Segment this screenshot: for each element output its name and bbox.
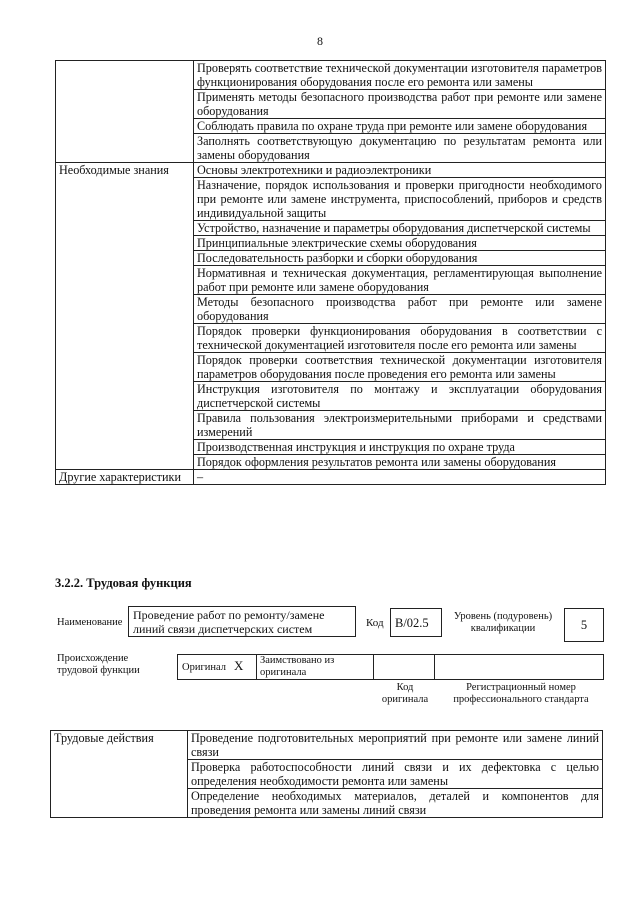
name-label: Наименование (57, 617, 123, 628)
knowledge-row: Основы электротехники и радиоэлектроники (194, 163, 606, 178)
other-characteristics-value: – (194, 470, 606, 485)
code-original-caption: Код оригинала (381, 682, 429, 705)
knowledge-label: Необходимые знания (56, 163, 194, 470)
labour-action-row: Проверка работоспособности линий связи и их дефектовка с целью определения необходимости ремонта или замены (188, 760, 603, 789)
knowledge-row: Порядок проверки соответствия технической документации изготовителя параметров оборудования после проведения его ремонта или замены (194, 353, 606, 382)
other-characteristics-label: Другие характеристики (56, 470, 194, 485)
code-original-cell (373, 654, 435, 680)
knowledge-row: Правила пользования электроизмерительными приборами и средствами измерений (194, 411, 606, 440)
knowledge-row: Назначение, порядок использования и проверки пригодности необходимого при ремонте или замене инструмента, приспособлений, приборов и средств индивидуальной защиты (194, 178, 606, 221)
knowledge-row: Порядок проверки функционирования оборудования в соответствии с технической документацией изготовителя после его ремонта или замены (194, 324, 606, 353)
level-box: 5 (564, 608, 604, 642)
section-title: 3.2.2. Трудовая функция (55, 576, 192, 590)
borrowed-cell: Заимствовано из оригинала (256, 654, 374, 680)
code-box: B/02.5 (390, 608, 442, 637)
reg-number-cell (434, 654, 604, 680)
knowledge-row: Методы безопасного производства работ при ремонте или замене оборудования (194, 295, 606, 324)
continuation-label-cell (56, 61, 194, 163)
skill-row: Заполнять соответствующую документацию по результатам ремонта или замены оборудования (194, 134, 606, 163)
skill-row: Применять методы безопасного производства работ при ремонте или замене оборудования (194, 90, 606, 119)
page-number: 8 (317, 34, 323, 48)
origin-label: Происхождение трудовой функции (57, 653, 140, 676)
knowledge-row: Нормативная и техническая документация, регламентирующая выполнение работ при ремонте или замене оборудования (194, 266, 606, 295)
skill-row: Соблюдать правила по охране труда при ремонте или замене оборудования (194, 119, 606, 134)
knowledge-row: Инструкция изготовителя по монтажу и эксплуатации оборудования диспетчерской системы (194, 382, 606, 411)
knowledge-row: Порядок оформления результатов ремонта или замены оборудования (194, 455, 606, 470)
labour-actions-label: Трудовые действия (51, 731, 188, 818)
knowledge-row: Устройство, назначение и параметры оборудования диспетчерской системы (194, 221, 606, 236)
level-label: Уровень (подуровень) квалификации (453, 611, 553, 634)
labour-actions-table (50, 730, 603, 818)
labour-action-row: Проведение подготовительных мероприятий при ремонте или замене линий связи (188, 731, 603, 760)
function-name-box: Проведение работ по ремонту/замене линий связи диспетчерских систем (128, 606, 356, 637)
code-label: Код (366, 617, 384, 629)
knowledge-row: Производственная инструкция и инструкция по охране труда (194, 440, 606, 455)
original-cell (177, 654, 257, 680)
original-mark: X (234, 658, 244, 673)
labour-action-row: Определение необходимых материалов, деталей и компонентов для проведения ремонта или замены линий связи (188, 789, 603, 818)
knowledge-row: Принципиальные электрические схемы оборудования (194, 236, 606, 251)
requirements-table (55, 60, 606, 485)
knowledge-row: Последовательность разборки и сборки оборудования (194, 251, 606, 266)
skill-row: Проверять соответствие технической документации изготовителя параметров функционирования оборудования после его ремонта или замены (194, 61, 606, 90)
reg-number-caption: Регистрационный номер профессионального стандарта (453, 682, 589, 705)
original-label: Оригинал (182, 662, 226, 673)
